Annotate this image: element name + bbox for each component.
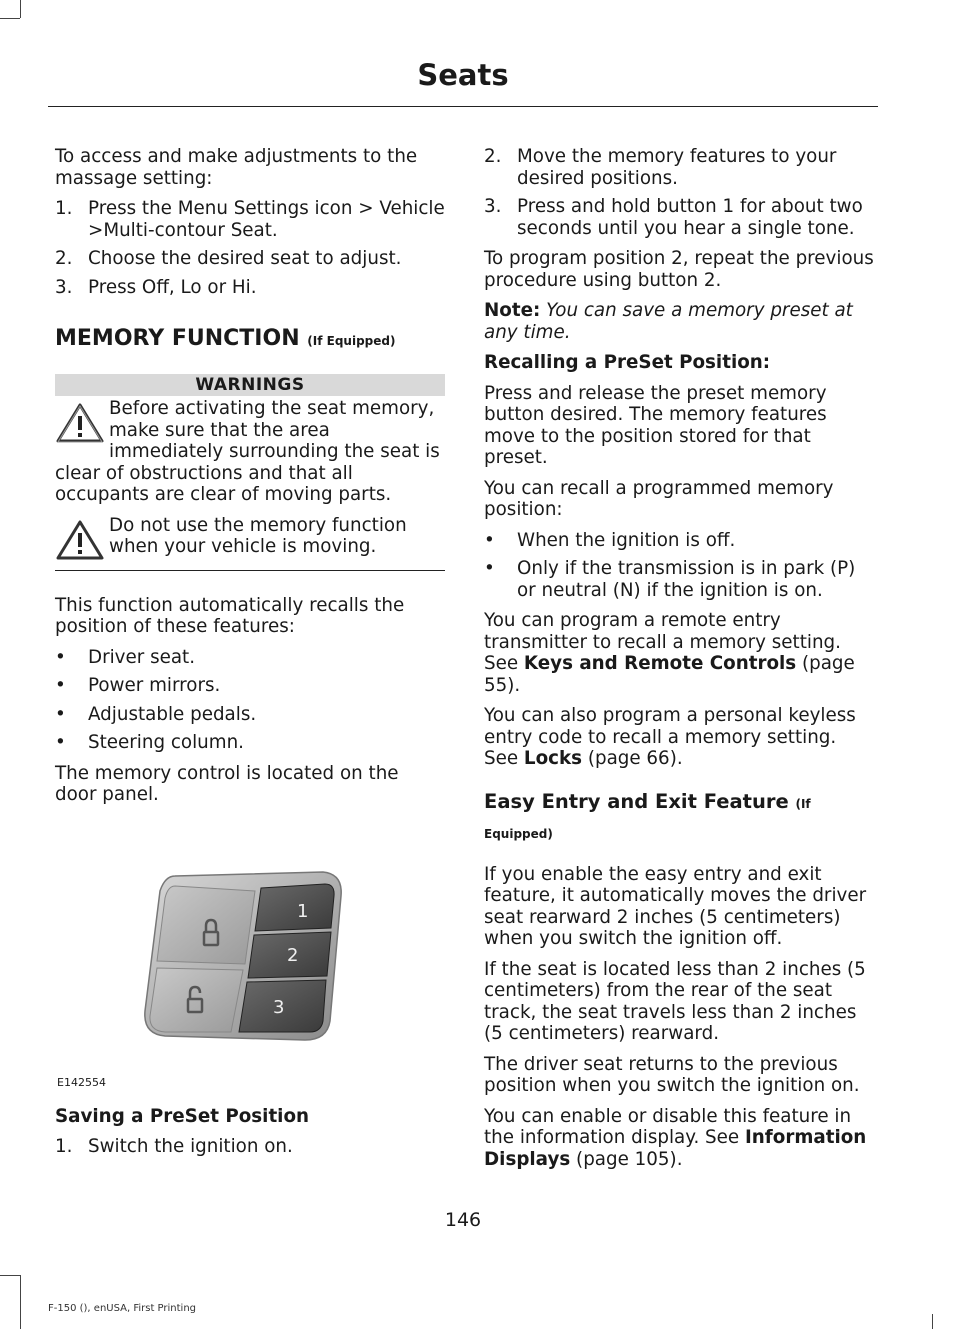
easy-entry-heading <box>484 788 876 848</box>
if-equipped-note: (If Equipped) <box>307 334 396 348</box>
feature-text: Adjustable pedals. <box>88 703 257 725</box>
bullet: • <box>55 675 66 696</box>
step-number: 3. <box>484 196 502 217</box>
text: (page 55). <box>484 653 855 696</box>
note-text: You can save a memory preset at any time. <box>484 300 853 343</box>
warning-block <box>55 398 445 506</box>
list-item <box>484 146 876 189</box>
bullet: • <box>484 558 495 579</box>
warnings-divider <box>55 570 445 571</box>
memory-control-figure <box>55 836 445 1096</box>
if-equipped-note: Equipped) <box>484 826 553 841</box>
text: (page 105). <box>570 1148 683 1170</box>
crop-mark <box>20 1275 21 1329</box>
remote-transmitter-text <box>484 610 876 696</box>
condition-text: When the ignition is off. <box>517 529 736 551</box>
memory-control-location: The memory control is located on the door panel. <box>55 762 399 805</box>
recall-programmed: You can recall a programmed memory position: <box>484 477 834 520</box>
left-column <box>55 146 445 1167</box>
warning-block <box>55 515 445 561</box>
saving-steps <box>55 1136 445 1158</box>
warning-text: Before activating the seat memory, make sure that the area immediately surrounding the seat is clear of obstructions and that all occupants are clear of moving parts. <box>55 398 440 505</box>
if-equipped-note: (If <box>795 796 811 811</box>
crop-mark <box>932 1314 933 1329</box>
recalling-text: Press and release the preset memory button desired. The memory features move to the position stored for that preset. <box>484 382 827 468</box>
crop-mark <box>20 0 21 18</box>
title-rule <box>48 106 878 107</box>
massage-intro: To access and make adjustments to the massage setting: <box>55 146 418 189</box>
list-item <box>484 196 876 239</box>
step-text: Switch the ignition on. <box>88 1136 293 1157</box>
recalling-heading: Recalling a PreSet Position: <box>484 352 771 373</box>
easy-entry-p1: If you enable the easy entry and exit feature, it automatically moves the driver seat rearward 2 inches (5 centimeters) when you switch the ignition off. <box>484 863 867 949</box>
warning-triangle-icon <box>55 402 105 444</box>
list-item <box>55 704 445 726</box>
bullet: • <box>55 732 66 753</box>
crop-mark <box>0 18 20 19</box>
step-text: Move the memory features to your desired positions. <box>517 146 837 189</box>
list-item <box>55 732 445 754</box>
information-displays-link[interactable]: Information Displays <box>484 1127 867 1170</box>
step-number: 1. <box>55 198 73 219</box>
step-text: Press the Menu Settings icon > Vehicle >Multi-contour Seat. <box>88 198 445 241</box>
figure-code: E142554 <box>57 1076 106 1089</box>
step-number: 3. <box>55 276 73 298</box>
recall-conditions <box>484 530 876 602</box>
saving-heading: Saving a PreSet Position <box>55 1105 310 1127</box>
list-item <box>484 530 876 552</box>
note <box>484 300 876 343</box>
feature-text: Driver seat. <box>88 646 196 668</box>
note-label: Note: <box>484 300 541 321</box>
list-item <box>55 675 445 697</box>
button-1-label: 1 <box>297 900 309 922</box>
text: (page 66). <box>582 748 683 769</box>
feature-text: Steering column. <box>88 732 244 753</box>
list-item <box>55 277 445 299</box>
bullet: • <box>55 703 66 725</box>
easy-entry-p3: The driver seat returns to the previous position when you switch the ignition on. <box>484 1053 860 1096</box>
keys-remote-controls-link[interactable]: Keys and Remote Controls <box>523 653 797 674</box>
program-position-2: To program position 2, repeat the previous procedure using button 2. <box>484 248 874 291</box>
list-item <box>55 198 445 241</box>
step-number: 2. <box>55 248 73 269</box>
condition-text: Only if the transmission is in park (P) or neutral (N) if the ignition is on. <box>517 558 856 601</box>
right-column <box>484 146 876 1179</box>
feature-text: Power mirrors. <box>88 675 221 696</box>
step-text: Press Off, Lo or Hi. <box>88 276 257 298</box>
list-item <box>484 558 876 601</box>
text: You can also program a personal keyless entry code to recall a memory setting. See <box>484 705 856 769</box>
step-number: 1. <box>55 1136 73 1157</box>
massage-steps <box>55 198 445 298</box>
memory-button-1 <box>255 884 334 931</box>
list-item <box>55 647 445 669</box>
list-item <box>55 1136 445 1158</box>
page-title: Seats <box>417 58 509 92</box>
bullet: • <box>484 529 495 551</box>
heading-text: MEMORY FUNCTION <box>55 326 300 351</box>
step-text: Choose the desired seat to adjust. <box>88 248 402 269</box>
button-2-label: 2 <box>287 944 299 966</box>
text: You can program a remote entry transmitter to recall a memory setting. See <box>484 610 841 674</box>
warning-text: Do not use the memory function when your vehicle is moving. <box>109 514 407 557</box>
text: You can enable or disable this feature in the information display. See <box>484 1105 852 1148</box>
memory-function-heading <box>55 326 445 354</box>
easy-entry-p2: If the seat is located less than 2 inches (5 centimeters) from the rear of the seat track, the seat travels less than 2 inches (5 centimeters) rearward. <box>484 958 866 1044</box>
warnings-bar: WARNINGS <box>55 374 445 396</box>
crop-mark <box>0 1275 20 1276</box>
list-item <box>55 248 445 270</box>
footer-text: F-150 (), enUSA, First Printing <box>48 1303 197 1314</box>
memory-buttons-illustration <box>55 836 445 1066</box>
bullet: • <box>55 646 66 668</box>
button-3-label: 3 <box>273 996 285 1018</box>
step-text: Press and hold button 1 for about two seconds until you hear a single tone. <box>517 196 863 239</box>
saving-steps-continued <box>484 146 876 239</box>
locks-link[interactable]: Locks <box>523 748 583 769</box>
features-list <box>55 647 445 754</box>
warning-triangle-icon <box>55 519 105 561</box>
keyless-entry-text <box>484 705 876 770</box>
heading-text: Easy Entry and Exit Feature <box>484 789 789 813</box>
page-number: 146 <box>444 1209 482 1231</box>
recall-intro: This function automatically recalls the position of these features: <box>55 594 405 637</box>
easy-entry-p4 <box>484 1106 876 1171</box>
step-number: 2. <box>484 146 502 167</box>
